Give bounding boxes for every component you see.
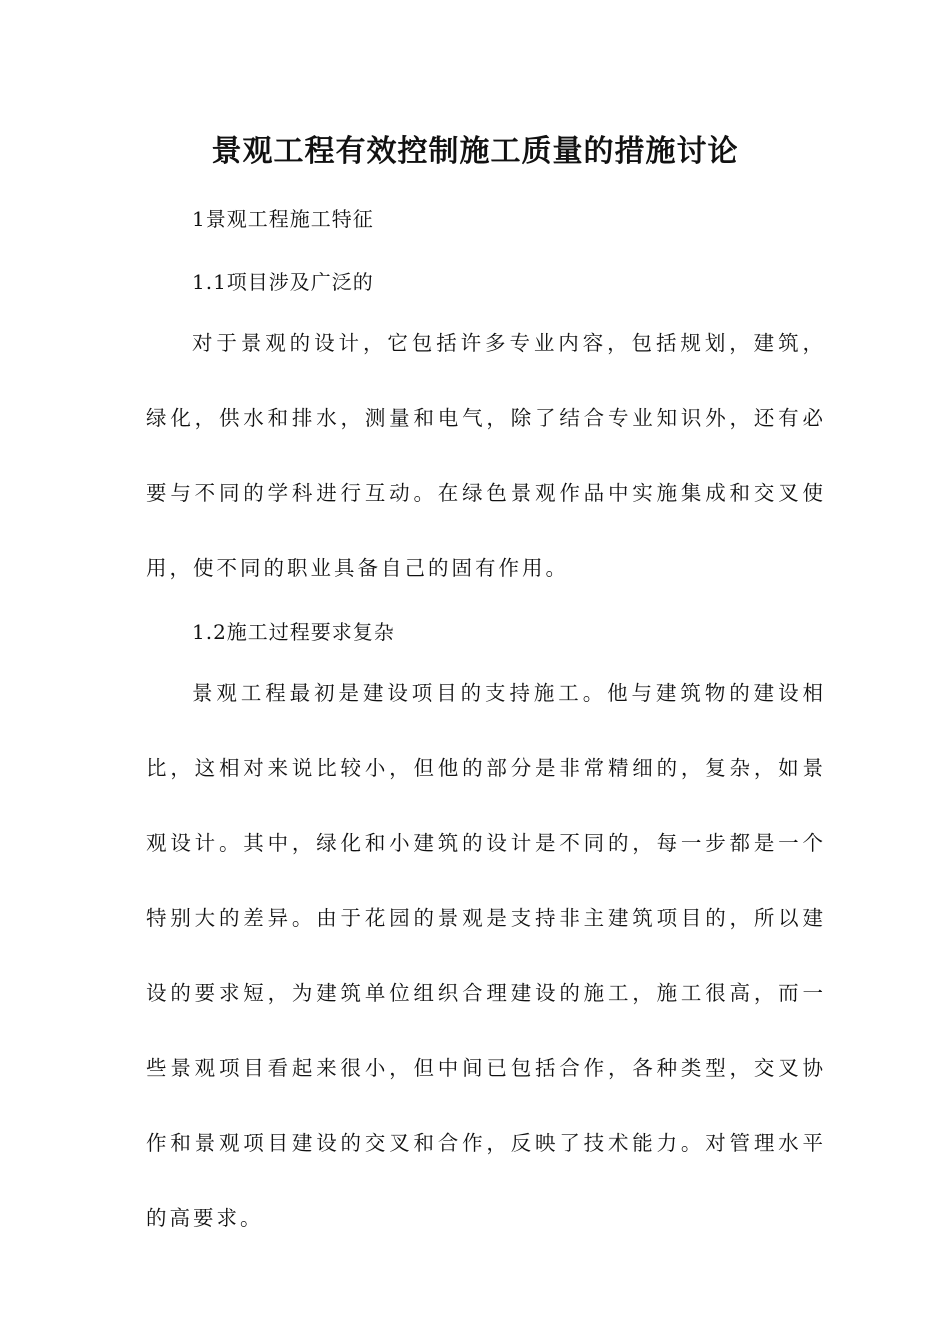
section-heading-1-1: 1.1项目涉及广泛的	[192, 270, 374, 294]
paragraph-1-1: 对于景观的设计，它包括许多专业内容，包括规划，建筑，绿化，供水和排水，测量和电气，除了结合专业知识外，还有必要与不同的学科进行互动。在绿色景观作品中实施集成和交叉使用，使不同的职业具备自己的固有作用。	[146, 331, 826, 580]
document-title: 景观工程有效控制施工质量的措施讨论	[211, 134, 739, 169]
section-heading-1-2: 1.2施工过程要求复杂	[192, 620, 395, 644]
section-heading-1: 1景观工程施工特征	[192, 207, 374, 231]
paragraph-1-2: 景观工程最初是建设项目的支持施工。他与建筑物的建设相比，这相对来说比较小，但他的部分是非常精细的，复杂，如景观设计。其中，绿化和小建筑的设计是不同的，每一步都是一个特别大的差异。由于花园的景观是支持非主建筑项目的，所以建设的要求短，为建筑单位组织合理建设的施工，施工很高，而一些景观项目看起来很小，但中间已包括合作，各种类型，交叉协作和景观项目建设的交叉和合作，反映了技术能力。对管理水平的高要求。	[146, 681, 826, 1230]
